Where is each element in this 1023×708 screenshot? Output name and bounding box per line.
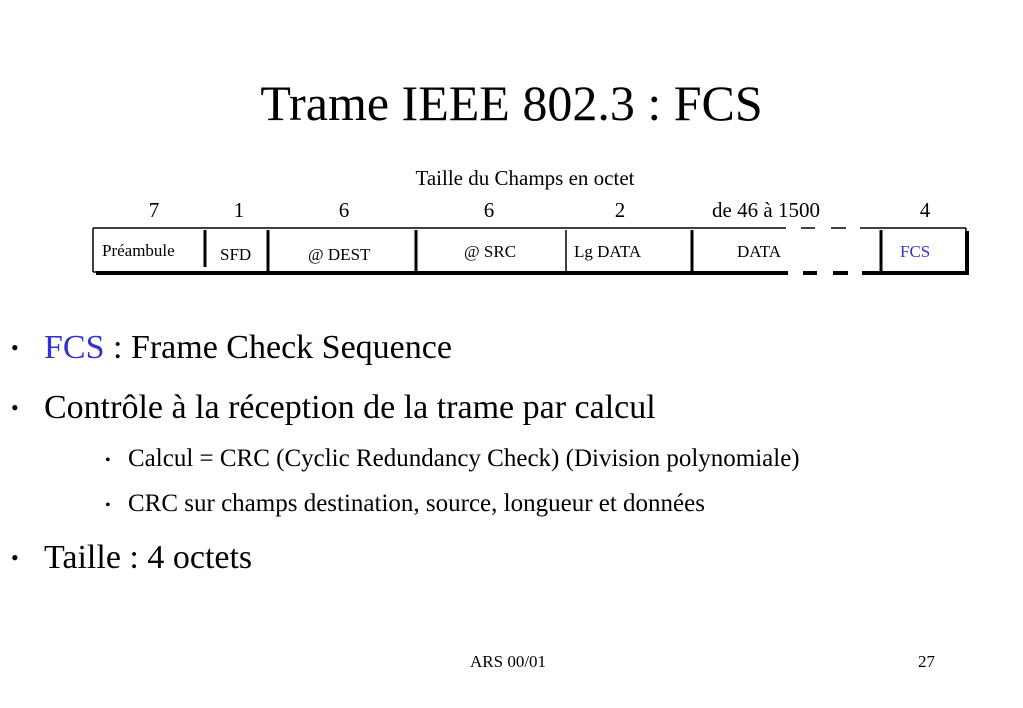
size-label-dest: 6 (338, 198, 350, 222)
size-text: Taille : 4 octets (44, 539, 253, 576)
bullet-dot-icon: • (11, 545, 19, 570)
field-src: @ SRC (464, 242, 517, 261)
size-label-preamble: 7 (148, 198, 160, 222)
footer-page-number: 27 (918, 652, 935, 671)
size-label-fcs: 4 (919, 198, 931, 222)
footer-course: ARS 00/01 (470, 652, 547, 671)
bullet-dot-icon: • (11, 335, 19, 360)
field-data: DATA (737, 242, 781, 261)
control-text: Contrôle à la réception de la trame par calcul (44, 389, 656, 426)
slide-title: Trame IEEE 802.3 : FCS (260, 75, 763, 131)
calcul-text: Calcul = CRC (Cyclic Redundancy Check) (Division polynomiale) (128, 445, 800, 472)
sub-bullet-dot-icon: • (105, 452, 111, 469)
size-label-data: de 46 à 1500 (712, 198, 820, 222)
bullet-dot-icon: • (11, 395, 19, 420)
size-label-sfd: 1 (233, 198, 245, 222)
field-sfd: SFD (220, 245, 252, 264)
fcs-term: FCS (44, 329, 105, 366)
bullet-control (11, 388, 656, 428)
fcs-definition: : Frame Check Sequence (104, 329, 452, 366)
bullet-fcs-definition (11, 328, 452, 368)
sub-bullet-calcul (105, 444, 800, 474)
field-fcs: FCS (900, 242, 931, 261)
sub-bullet-dot-icon: • (105, 497, 111, 514)
bullet-size (11, 538, 253, 578)
size-label-length: 2 (614, 198, 626, 222)
size-caption: Taille du Champs en octet (415, 166, 635, 190)
field-length: Lg DATA (574, 242, 642, 261)
field-dest: @ DEST (308, 245, 371, 264)
crc-fields-text: CRC sur champs destination, source, longueur et données (128, 490, 705, 517)
size-label-src: 6 (483, 198, 495, 222)
field-preamble: Préambule (102, 241, 175, 260)
sub-bullet-crc-fields (105, 489, 705, 519)
